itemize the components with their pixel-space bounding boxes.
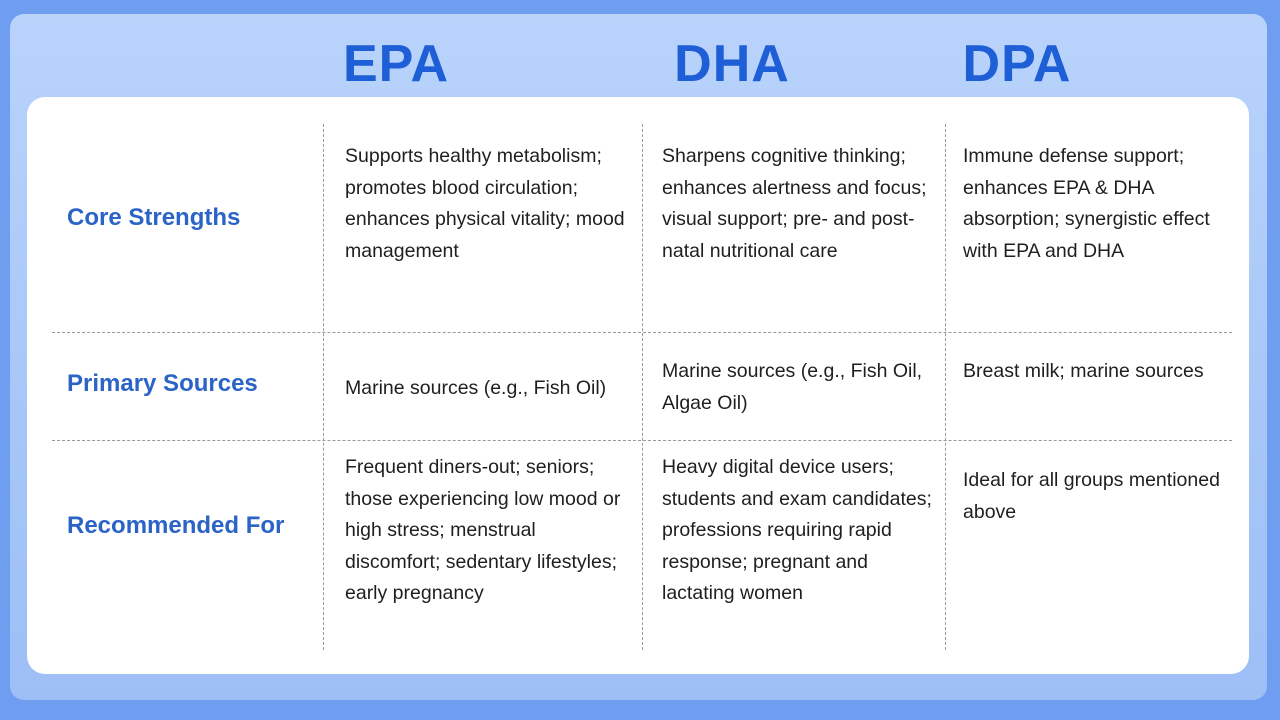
cell-recommended-for-dpa: Ideal for all groups mentioned above (963, 469, 1220, 523)
column-divider (642, 124, 643, 650)
cell-primary-sources-dha: Marine sources (e.g., Fish Oil, Algae Oil) (662, 360, 923, 414)
cell-recommended-for-dha: Heavy digital device users; students and exam candidates; professions requiring rapid response; pregnant and lactating women (662, 456, 932, 604)
row-divider (52, 440, 1232, 441)
cell-core-strengths-epa: Supports healthy metabolism; promotes blood circulation; enhances physical vitality; mood management (345, 145, 625, 262)
cell-primary-sources-dpa: Breast milk; marine sources (963, 360, 1204, 382)
row-label-primary-sources: Primary Sources (67, 370, 258, 397)
column-heading-dha: DHA (674, 35, 790, 93)
column-divider (945, 124, 946, 650)
column-heading-epa: EPA (342, 35, 450, 93)
cell-core-strengths-dpa: Immune defense support; enhances EPA & DHA absorption; synergistic effect with EPA and DHA (963, 145, 1210, 262)
row-label-core-strengths: Core Strengths (67, 204, 241, 231)
column-heading-dpa: DPA (962, 35, 1072, 93)
cell-core-strengths-dha: Sharpens cognitive thinking; enhances alertness and focus; visual support; pre- and post-natal nutritional care (662, 145, 927, 262)
column-divider (323, 124, 324, 650)
row-label-recommended-for: Recommended For (67, 512, 285, 539)
row-divider (52, 332, 1232, 333)
cell-recommended-for-epa: Frequent diners-out; seniors; those experiencing low mood or high stress; menstrual discomfort; sedentary lifestyles; early pregnancy (345, 456, 621, 604)
cell-primary-sources-epa: Marine sources (e.g., Fish Oil) (345, 377, 607, 399)
